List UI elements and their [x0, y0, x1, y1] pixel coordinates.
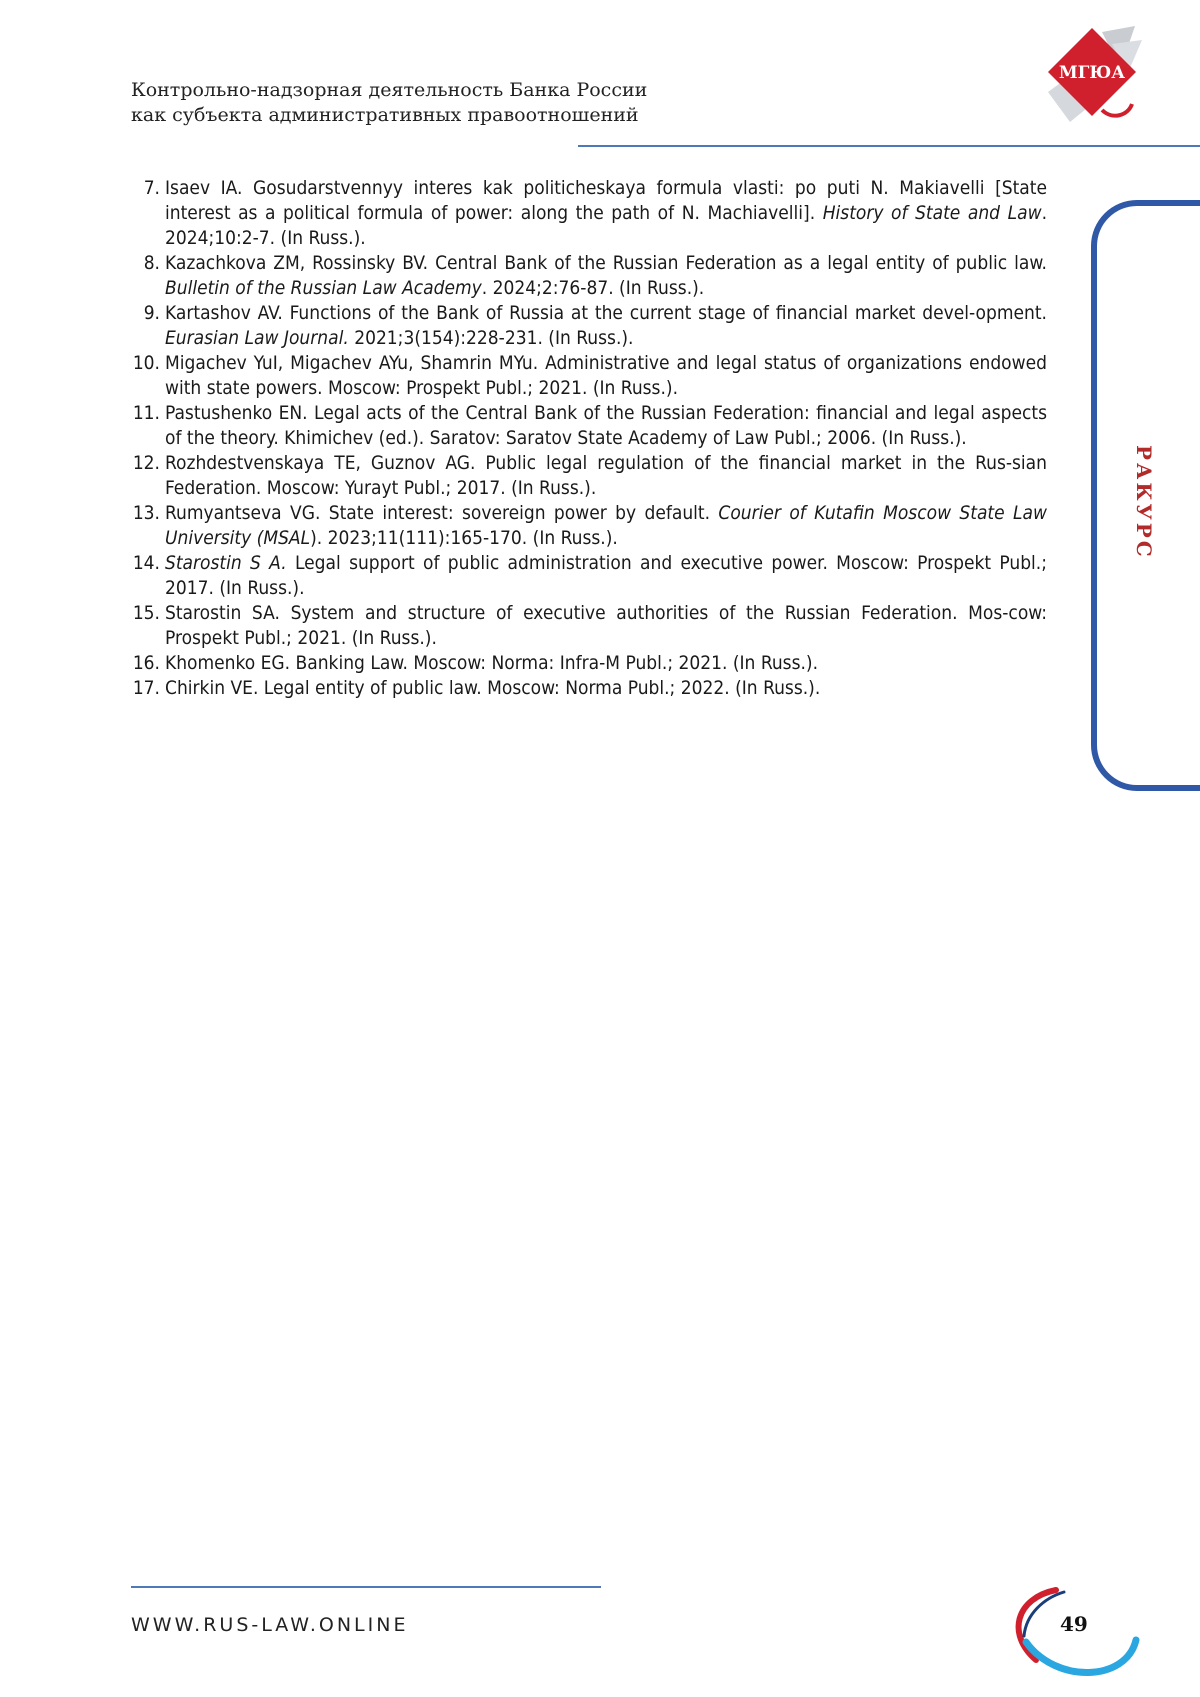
reference-item [130, 601, 1047, 651]
reference-text: . 2024;2:76-87. (In Russ.). [481, 277, 705, 299]
reference-number: 15. [132, 602, 160, 624]
header-divider [578, 145, 1200, 147]
reference-text: Khomenko EG. Banking Law. Moscow: Norma: Infra-M Publ.; 2021. (In Russ.). [165, 652, 819, 674]
reference-text: Pastushenko EN. Legal acts of the Central Bank of the Russian Federation: financial and legal aspects of the theory. Khimichev (ed.). Saratov: Saratov State Academy of Law Publ.; 2006. (In Russ.). [165, 402, 1047, 449]
reference-number: 13. [132, 502, 160, 524]
reference-text: Kazachkova ZM, Rossinsky BV. Central Bank of the Russian Federation as a legal entity of public law. [165, 252, 1047, 274]
running-header-line-1: Контрольно-надзорная деятельность Банка России [131, 79, 648, 101]
reference-source-title: Courier of Kutafin Moscow State Law University (MSAL [165, 502, 1047, 549]
section-label: РАКУРС [1132, 445, 1156, 560]
reference-number: 17. [132, 677, 160, 699]
reference-text: Rumyantseva VG. State interest: sovereign power by default. [165, 502, 719, 524]
reference-item [130, 351, 1047, 401]
reference-source-title: History of State and Law [822, 202, 1042, 224]
reference-item [130, 551, 1047, 601]
reference-number: 16. [132, 652, 160, 674]
reference-text: Starostin SA. System and structure of executive authorities of the Russian Federation. Mos-cow: Prospekt Publ.; 2021. (In Russ.). [165, 602, 1047, 649]
reference-number: 7. [143, 177, 160, 199]
reference-number: 12. [132, 452, 160, 474]
reference-item [130, 501, 1047, 551]
references-list [130, 176, 1047, 701]
reference-source-title: Eurasian Law Journal. [165, 327, 349, 349]
reference-text: 2021;3(154):228-231. (In Russ.). [348, 327, 634, 349]
reference-item [130, 176, 1047, 251]
reference-text: 2023;11(111):165-170. (In Russ.). [327, 527, 618, 549]
reference-text: Rozhdestvenskaya TE, Guznov AG. Public legal regulation of the financial market in the Rus-sian Federation. Moscow: Yurayt Publ.; 2017. (In Russ.). [165, 452, 1047, 499]
running-header-line-2: как субъекта административных правоотношений [131, 104, 639, 126]
reference-source-title: Bulletin of the Russian Law Academy [165, 277, 482, 299]
reference-number: 10. [132, 352, 160, 374]
reference-text: Migachev YuI, Migachev AYu, Shamrin MYu. Administrative and legal status of organizations endowed with state powers. Moscow: Prospekt Publ.; 2021. (In Russ.). [165, 352, 1047, 399]
reference-text: . 2024;10:2-7. (In Russ.). [165, 202, 1047, 249]
reference-number: 9. [143, 302, 160, 324]
page-number: 49 [1060, 1612, 1088, 1636]
reference-source-title: Starostin S A. [165, 552, 287, 574]
reference-item [130, 401, 1047, 451]
logo-swirl-icon [1102, 104, 1132, 116]
reference-item [130, 676, 1047, 701]
reference-number: 14. [132, 552, 160, 574]
journal-url[interactable]: WWW.RUS-LAW.ONLINE [131, 1614, 409, 1636]
reference-text: Legal support of public administration and executive power. Moscow: Prospekt Publ.; 2017. (In Russ.). [165, 552, 1047, 599]
reference-text: Isaev IA. Gosudarstvennyy interes kak politicheskaya formula vlasti: po puti N. Makiavelli [State interest as a political formula of power: along the path of N. Machiavelli]. [165, 177, 1047, 224]
reference-text: Chirkin VE. Legal entity of public law. Moscow: Norma Publ.; 2022. (In Russ.). [165, 677, 821, 699]
reference-item [130, 451, 1047, 501]
reference-text: Kartashov AV. Functions of the Bank of Russia at the current stage of financial market devel-opment. [165, 302, 1047, 324]
reference-item [130, 651, 1047, 676]
footer-divider [131, 1586, 601, 1588]
reference-item [130, 301, 1047, 351]
running-header [131, 78, 647, 128]
mgyua-logo [1040, 22, 1148, 130]
logo-text: МГЮА [1058, 63, 1126, 83]
reference-number: 8. [143, 252, 160, 274]
reference-number: 11. [132, 402, 160, 424]
reference-item [130, 251, 1047, 301]
reference-text: ). [310, 527, 328, 549]
